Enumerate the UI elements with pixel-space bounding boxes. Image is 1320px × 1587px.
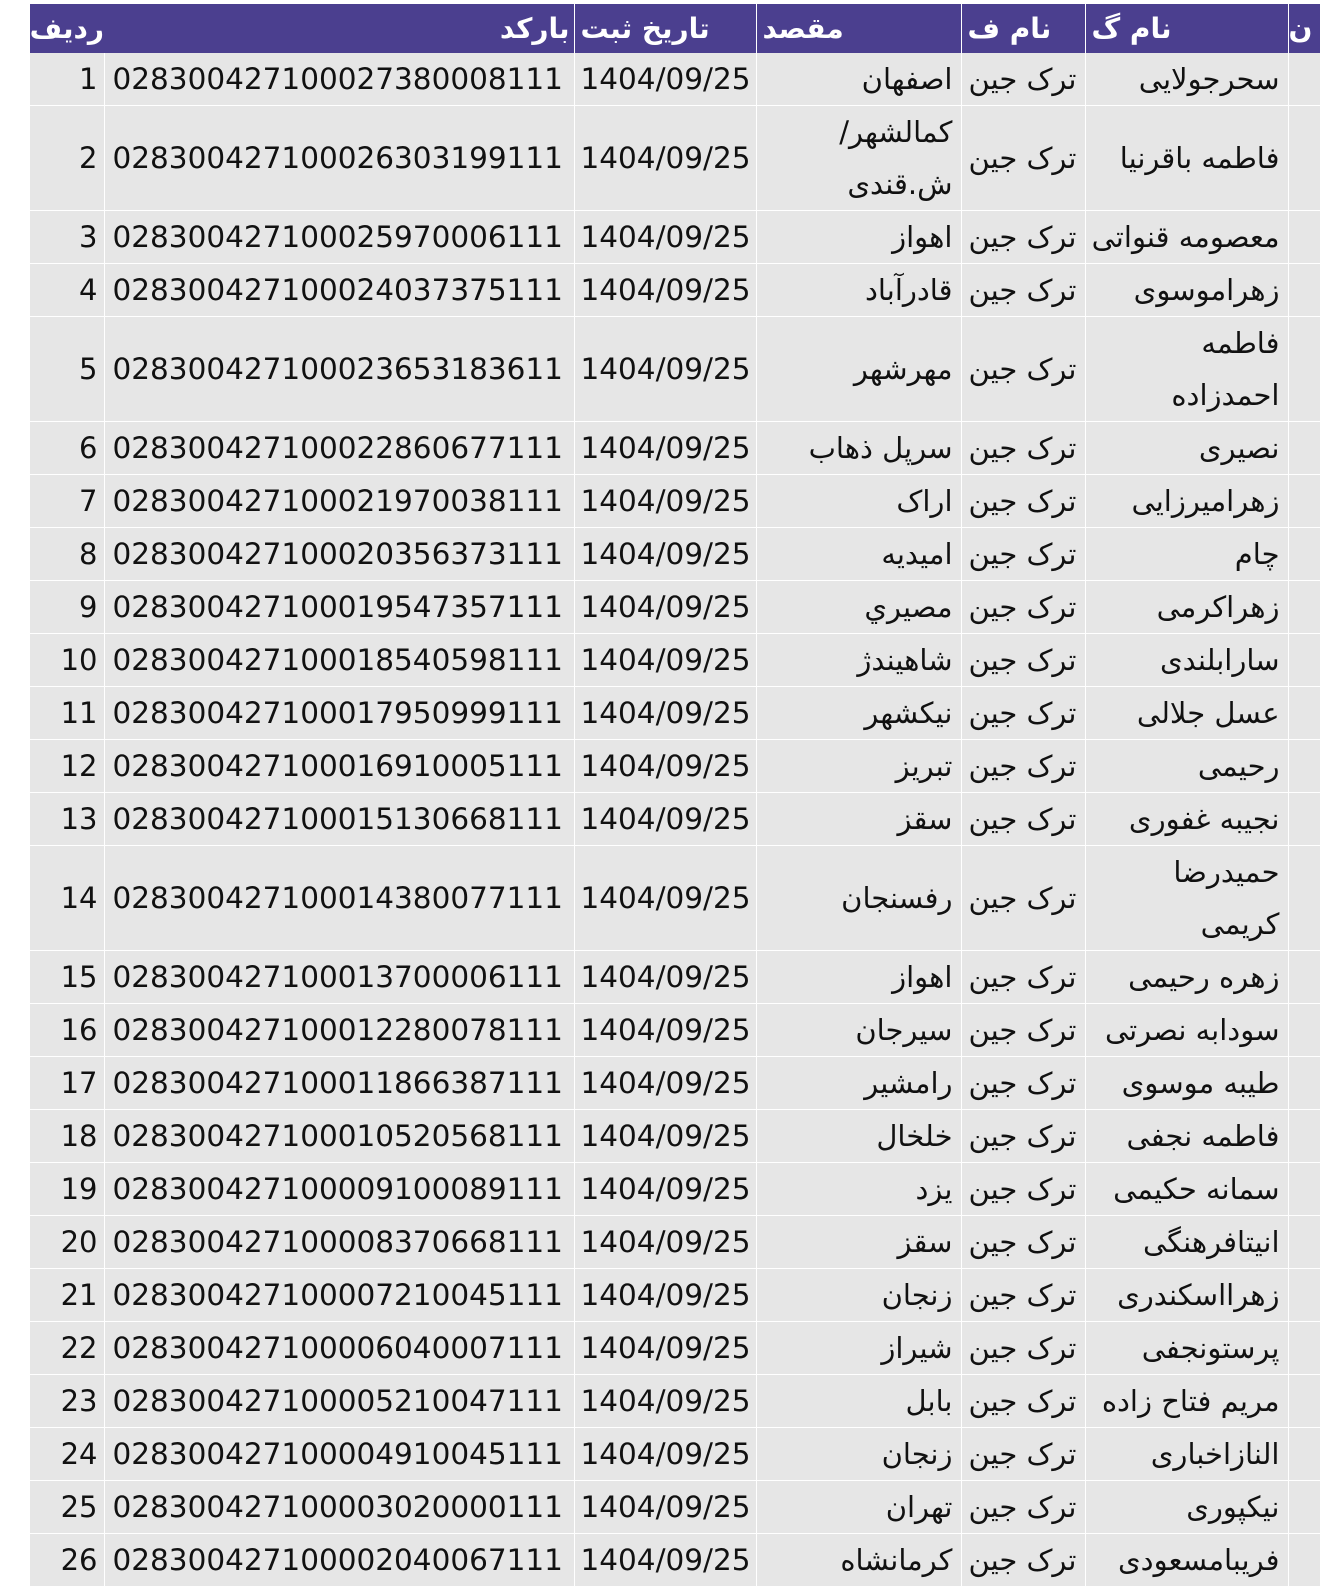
cell-destination[interactable]: یزد: [756, 1163, 961, 1216]
cell-barcode[interactable]: 028300427100007210045111: [104, 1269, 574, 1322]
table-row[interactable]: [30, 1481, 1320, 1534]
shipment-sheet: [30, 4, 1320, 1587]
cell-extra[interactable]: [1288, 317, 1320, 422]
cell-first-name[interactable]: نجیبه غفوری: [1085, 793, 1288, 846]
cell-barcode[interactable]: 028300427100010520568111: [104, 1110, 574, 1163]
cell-date[interactable]: 1404/09/25: [574, 1057, 756, 1110]
cell-destination[interactable]: قادرآباد: [756, 264, 961, 317]
cell-date[interactable]: 1404/09/25: [574, 1004, 756, 1057]
table-header-row: [30, 4, 1320, 53]
cell-barcode[interactable]: 028300427100014380077111: [104, 846, 574, 951]
cell-last-name[interactable]: ترک جین: [961, 581, 1085, 634]
cell-barcode[interactable]: 028300427100003020000111: [104, 1481, 574, 1534]
cell-barcode[interactable]: 028300427100023653183611: [104, 317, 574, 422]
table-row[interactable]: [30, 53, 1320, 106]
cell-destination[interactable]: مصيري: [756, 581, 961, 634]
cell-barcode[interactable]: 028300427100006040007111: [104, 1322, 574, 1375]
cell-date[interactable]: 1404/09/25: [574, 951, 756, 1004]
cell-extra[interactable]: [1288, 687, 1320, 740]
table-row[interactable]: [30, 793, 1320, 846]
table-row[interactable]: [30, 740, 1320, 793]
cell-row-number[interactable]: 16: [30, 1004, 104, 1057]
cell-first-name[interactable]: سودابه نصرتی: [1085, 1004, 1288, 1057]
cell-row-number[interactable]: 9: [30, 581, 104, 634]
table-row[interactable]: [30, 106, 1320, 211]
cell-extra[interactable]: [1288, 1322, 1320, 1375]
cell-extra[interactable]: [1288, 1163, 1320, 1216]
column-header-row-number[interactable]: ردیف: [30, 4, 104, 53]
cell-last-name[interactable]: ترک جین: [961, 951, 1085, 1004]
cell-extra[interactable]: [1288, 740, 1320, 793]
cell-last-name[interactable]: ترک جین: [961, 106, 1085, 211]
table-row[interactable]: [30, 1375, 1320, 1428]
cell-barcode[interactable]: 028300427100021970038111: [104, 475, 574, 528]
table-row[interactable]: [30, 1322, 1320, 1375]
cell-last-name[interactable]: ترک جین: [961, 1269, 1085, 1322]
cell-extra[interactable]: [1288, 846, 1320, 951]
cell-destination[interactable]: سقز: [756, 793, 961, 846]
cell-destination[interactable]: خلخال: [756, 1110, 961, 1163]
cell-last-name[interactable]: ترک جین: [961, 1163, 1085, 1216]
cell-extra[interactable]: [1288, 1110, 1320, 1163]
cell-date[interactable]: 1404/09/25: [574, 475, 756, 528]
cell-last-name[interactable]: ترک جین: [961, 264, 1085, 317]
cell-extra[interactable]: [1288, 1004, 1320, 1057]
cell-date[interactable]: 1404/09/25: [574, 1269, 756, 1322]
cell-destination[interactable]: سقز: [756, 1216, 961, 1269]
cell-barcode[interactable]: 028300427100020356373111: [104, 528, 574, 581]
cell-extra[interactable]: [1288, 1057, 1320, 1110]
cell-date[interactable]: 1404/09/25: [574, 846, 756, 951]
cell-extra[interactable]: [1288, 1534, 1320, 1587]
table-row[interactable]: [30, 1428, 1320, 1481]
cell-barcode[interactable]: 028300427100004910045111: [104, 1428, 574, 1481]
table-row[interactable]: [30, 1163, 1320, 1216]
cell-row-number[interactable]: 21: [30, 1269, 104, 1322]
cell-date[interactable]: 1404/09/25: [574, 581, 756, 634]
cell-first-name[interactable]: زهره رحیمی: [1085, 951, 1288, 1004]
cell-first-name[interactable]: سمانه حکیمی: [1085, 1163, 1288, 1216]
cell-destination[interactable]: اهواز: [756, 951, 961, 1004]
cell-barcode[interactable]: 028300427100012280078111: [104, 1004, 574, 1057]
cell-date[interactable]: 1404/09/25: [574, 264, 756, 317]
column-header-barcode[interactable]: بارکد: [104, 4, 574, 53]
cell-barcode[interactable]: 028300427100016910005111: [104, 740, 574, 793]
cell-first-name[interactable]: نصیری: [1085, 422, 1288, 475]
cell-row-number[interactable]: 18: [30, 1110, 104, 1163]
cell-extra[interactable]: [1288, 422, 1320, 475]
cell-first-name[interactable]: فاطمه نجفی: [1085, 1110, 1288, 1163]
cell-destination[interactable]: اراک: [756, 475, 961, 528]
table-row[interactable]: [30, 1004, 1320, 1057]
cell-destination[interactable]: زنجان: [756, 1269, 961, 1322]
cell-row-number[interactable]: 10: [30, 634, 104, 687]
cell-date[interactable]: 1404/09/25: [574, 53, 756, 106]
cell-first-name[interactable]: النازاخباری: [1085, 1428, 1288, 1481]
cell-barcode[interactable]: 028300427100027380008111: [104, 53, 574, 106]
cell-extra[interactable]: [1288, 951, 1320, 1004]
cell-first-name[interactable]: زهراکرمی: [1085, 581, 1288, 634]
cell-row-number[interactable]: 1: [30, 53, 104, 106]
table-row[interactable]: [30, 846, 1320, 951]
cell-first-name[interactable]: معصومه قنواتی: [1085, 211, 1288, 264]
table-body: [30, 53, 1320, 1587]
cell-last-name[interactable]: ترک جین: [961, 793, 1085, 846]
cell-date[interactable]: 1404/09/25: [574, 634, 756, 687]
cell-date[interactable]: 1404/09/25: [574, 740, 756, 793]
cell-row-number[interactable]: 20: [30, 1216, 104, 1269]
cell-first-name[interactable]: عسل جلالی: [1085, 687, 1288, 740]
cell-date[interactable]: 1404/09/25: [574, 1375, 756, 1428]
cell-first-name[interactable]: طیبه موسوی: [1085, 1057, 1288, 1110]
cell-date[interactable]: 1404/09/25: [574, 1163, 756, 1216]
cell-first-name[interactable]: نیکپوری: [1085, 1481, 1288, 1534]
cell-date[interactable]: 1404/09/25: [574, 1534, 756, 1587]
table-row[interactable]: [30, 317, 1320, 422]
cell-date[interactable]: 1404/09/25: [574, 106, 756, 211]
column-header-last-name[interactable]: نام ف: [961, 4, 1085, 53]
cell-row-number[interactable]: 23: [30, 1375, 104, 1428]
cell-destination[interactable]: شیراز: [756, 1322, 961, 1375]
cell-extra[interactable]: [1288, 1481, 1320, 1534]
cell-row-number[interactable]: 6: [30, 422, 104, 475]
cell-row-number[interactable]: 24: [30, 1428, 104, 1481]
cell-first-name[interactable]: زهرامیرزایی: [1085, 475, 1288, 528]
shipment-table: [30, 4, 1320, 1587]
cell-barcode[interactable]: 028300427100015130668111: [104, 793, 574, 846]
cell-last-name[interactable]: ترک جین: [961, 1534, 1085, 1587]
cell-last-name[interactable]: ترک جین: [961, 1322, 1085, 1375]
cell-first-name[interactable]: پرستونجفی: [1085, 1322, 1288, 1375]
cell-row-number[interactable]: 15: [30, 951, 104, 1004]
cell-last-name[interactable]: ترک جین: [961, 211, 1085, 264]
cell-extra[interactable]: [1288, 793, 1320, 846]
cell-barcode[interactable]: 028300427100002040067111: [104, 1534, 574, 1587]
cell-extra[interactable]: [1288, 581, 1320, 634]
cell-last-name[interactable]: ترک جین: [961, 422, 1085, 475]
cell-destination[interactable]: تبریز: [756, 740, 961, 793]
cell-row-number[interactable]: 13: [30, 793, 104, 846]
cell-last-name[interactable]: ترک جین: [961, 317, 1085, 422]
cell-last-name[interactable]: ترک جین: [961, 1481, 1085, 1534]
cell-row-number[interactable]: 19: [30, 1163, 104, 1216]
cell-barcode[interactable]: 028300427100008370668111: [104, 1216, 574, 1269]
cell-first-name[interactable]: فریبامسعودی: [1085, 1534, 1288, 1587]
cell-destination[interactable]: نیکشهر: [756, 687, 961, 740]
cell-first-name[interactable]: زهراموسوی: [1085, 264, 1288, 317]
cell-row-number[interactable]: 11: [30, 687, 104, 740]
cell-last-name[interactable]: ترک جین: [961, 1004, 1085, 1057]
cell-destination[interactable]: امیدیه: [756, 528, 961, 581]
cell-barcode[interactable]: 028300427100024037375111: [104, 264, 574, 317]
cell-barcode[interactable]: 028300427100017950999111: [104, 687, 574, 740]
table-row[interactable]: [30, 211, 1320, 264]
cell-destination[interactable]: سرپل ذهاب: [756, 422, 961, 475]
column-header-first-name[interactable]: نام گ: [1085, 4, 1288, 53]
cell-row-number[interactable]: 7: [30, 475, 104, 528]
cell-row-number[interactable]: 14: [30, 846, 104, 951]
cell-last-name[interactable]: ترک جین: [961, 740, 1085, 793]
cell-first-name[interactable]: مریم فتاح زاده: [1085, 1375, 1288, 1428]
cell-destination[interactable]: اصفهان: [756, 53, 961, 106]
cell-date[interactable]: 1404/09/25: [574, 1481, 756, 1534]
cell-date[interactable]: 1404/09/25: [574, 528, 756, 581]
cell-last-name[interactable]: ترک جین: [961, 528, 1085, 581]
cell-date[interactable]: 1404/09/25: [574, 687, 756, 740]
cell-last-name[interactable]: ترک جین: [961, 53, 1085, 106]
cell-date[interactable]: 1404/09/25: [574, 1322, 756, 1375]
cell-last-name[interactable]: ترک جین: [961, 846, 1085, 951]
cell-extra[interactable]: [1288, 528, 1320, 581]
cell-destination[interactable]: مهرشهر: [756, 317, 961, 422]
cell-extra[interactable]: [1288, 1428, 1320, 1481]
cell-barcode[interactable]: 028300427100022860677111: [104, 422, 574, 475]
table-row[interactable]: [30, 528, 1320, 581]
cell-extra[interactable]: [1288, 211, 1320, 264]
cell-row-number[interactable]: 17: [30, 1057, 104, 1110]
cell-last-name[interactable]: ترک جین: [961, 1375, 1085, 1428]
cell-destination[interactable]: تهران: [756, 1481, 961, 1534]
cell-destination[interactable]: کمالشهر/ش.قندی: [756, 106, 961, 211]
cell-extra[interactable]: [1288, 1269, 1320, 1322]
cell-date[interactable]: 1404/09/25: [574, 422, 756, 475]
cell-last-name[interactable]: ترک جین: [961, 475, 1085, 528]
cell-date[interactable]: 1404/09/25: [574, 317, 756, 422]
table-row[interactable]: [30, 264, 1320, 317]
cell-barcode[interactable]: 028300427100013700006111: [104, 951, 574, 1004]
cell-first-name[interactable]: سارابلندی: [1085, 634, 1288, 687]
cell-date[interactable]: 1404/09/25: [574, 1216, 756, 1269]
cell-extra[interactable]: [1288, 634, 1320, 687]
cell-last-name[interactable]: ترک جین: [961, 1057, 1085, 1110]
cell-barcode[interactable]: 028300427100025970006111: [104, 211, 574, 264]
cell-extra[interactable]: [1288, 53, 1320, 106]
cell-barcode[interactable]: 028300427100009100089111: [104, 1163, 574, 1216]
cell-destination[interactable]: سیرجان: [756, 1004, 961, 1057]
cell-row-number[interactable]: 3: [30, 211, 104, 264]
column-header-destination[interactable]: مقصد: [756, 4, 961, 53]
cell-row-number[interactable]: 26: [30, 1534, 104, 1587]
cell-row-number[interactable]: 25: [30, 1481, 104, 1534]
cell-barcode[interactable]: 028300427100019547357111: [104, 581, 574, 634]
cell-first-name[interactable]: انیتافرهنگی: [1085, 1216, 1288, 1269]
cell-first-name[interactable]: رحیمی: [1085, 740, 1288, 793]
cell-destination[interactable]: زنجان: [756, 1428, 961, 1481]
cell-extra[interactable]: [1288, 264, 1320, 317]
cell-destination[interactable]: شاهیندژ: [756, 634, 961, 687]
cell-last-name[interactable]: ترک جین: [961, 1110, 1085, 1163]
cell-last-name[interactable]: ترک جین: [961, 687, 1085, 740]
table-row[interactable]: [30, 1269, 1320, 1322]
cell-date[interactable]: 1404/09/25: [574, 793, 756, 846]
table-row[interactable]: [30, 581, 1320, 634]
cell-extra[interactable]: [1288, 1375, 1320, 1428]
cell-row-number[interactable]: 2: [30, 106, 104, 211]
table-row[interactable]: [30, 634, 1320, 687]
cell-destination[interactable]: کرمانشاه: [756, 1534, 961, 1587]
cell-first-name[interactable]: چام: [1085, 528, 1288, 581]
table-row[interactable]: [30, 422, 1320, 475]
table-row[interactable]: [30, 1057, 1320, 1110]
table-row[interactable]: [30, 475, 1320, 528]
cell-destination[interactable]: بابل: [756, 1375, 961, 1428]
table-row[interactable]: [30, 1534, 1320, 1587]
cell-extra[interactable]: [1288, 475, 1320, 528]
cell-barcode[interactable]: 028300427100005210047111: [104, 1375, 574, 1428]
table-row[interactable]: [30, 1216, 1320, 1269]
cell-first-name[interactable]: حمیدرضا کریمی: [1085, 846, 1288, 951]
cell-extra[interactable]: [1288, 1216, 1320, 1269]
cell-date[interactable]: 1404/09/25: [574, 211, 756, 264]
cell-extra[interactable]: [1288, 106, 1320, 211]
cell-first-name[interactable]: سحرجولایی: [1085, 53, 1288, 106]
cell-row-number[interactable]: 8: [30, 528, 104, 581]
cell-row-number[interactable]: 5: [30, 317, 104, 422]
cell-row-number[interactable]: 22: [30, 1322, 104, 1375]
cell-barcode[interactable]: 028300427100011866387111: [104, 1057, 574, 1110]
cell-date[interactable]: 1404/09/25: [574, 1110, 756, 1163]
cell-first-name[interactable]: زهرااسکندری: [1085, 1269, 1288, 1322]
table-row[interactable]: [30, 951, 1320, 1004]
cell-first-name[interactable]: فاطمه احمدزاده: [1085, 317, 1288, 422]
column-header-date[interactable]: تاریخ ثبت: [574, 4, 756, 53]
cell-last-name[interactable]: ترک جین: [961, 1216, 1085, 1269]
table-row[interactable]: [30, 687, 1320, 740]
cell-destination[interactable]: رفسنجان: [756, 846, 961, 951]
cell-date[interactable]: 1404/09/25: [574, 1428, 756, 1481]
cell-destination[interactable]: رامشیر: [756, 1057, 961, 1110]
table-row[interactable]: [30, 1110, 1320, 1163]
cell-last-name[interactable]: ترک جین: [961, 634, 1085, 687]
cell-destination[interactable]: اهواز: [756, 211, 961, 264]
cell-row-number[interactable]: 12: [30, 740, 104, 793]
cell-last-name[interactable]: ترک جین: [961, 1428, 1085, 1481]
cell-first-name[interactable]: فاطمه باقرنیا: [1085, 106, 1288, 211]
column-header-extra[interactable]: ن: [1288, 4, 1320, 53]
cell-barcode[interactable]: 028300427100026303199111: [104, 106, 574, 211]
cell-row-number[interactable]: 4: [30, 264, 104, 317]
cell-barcode[interactable]: 028300427100018540598111: [104, 634, 574, 687]
